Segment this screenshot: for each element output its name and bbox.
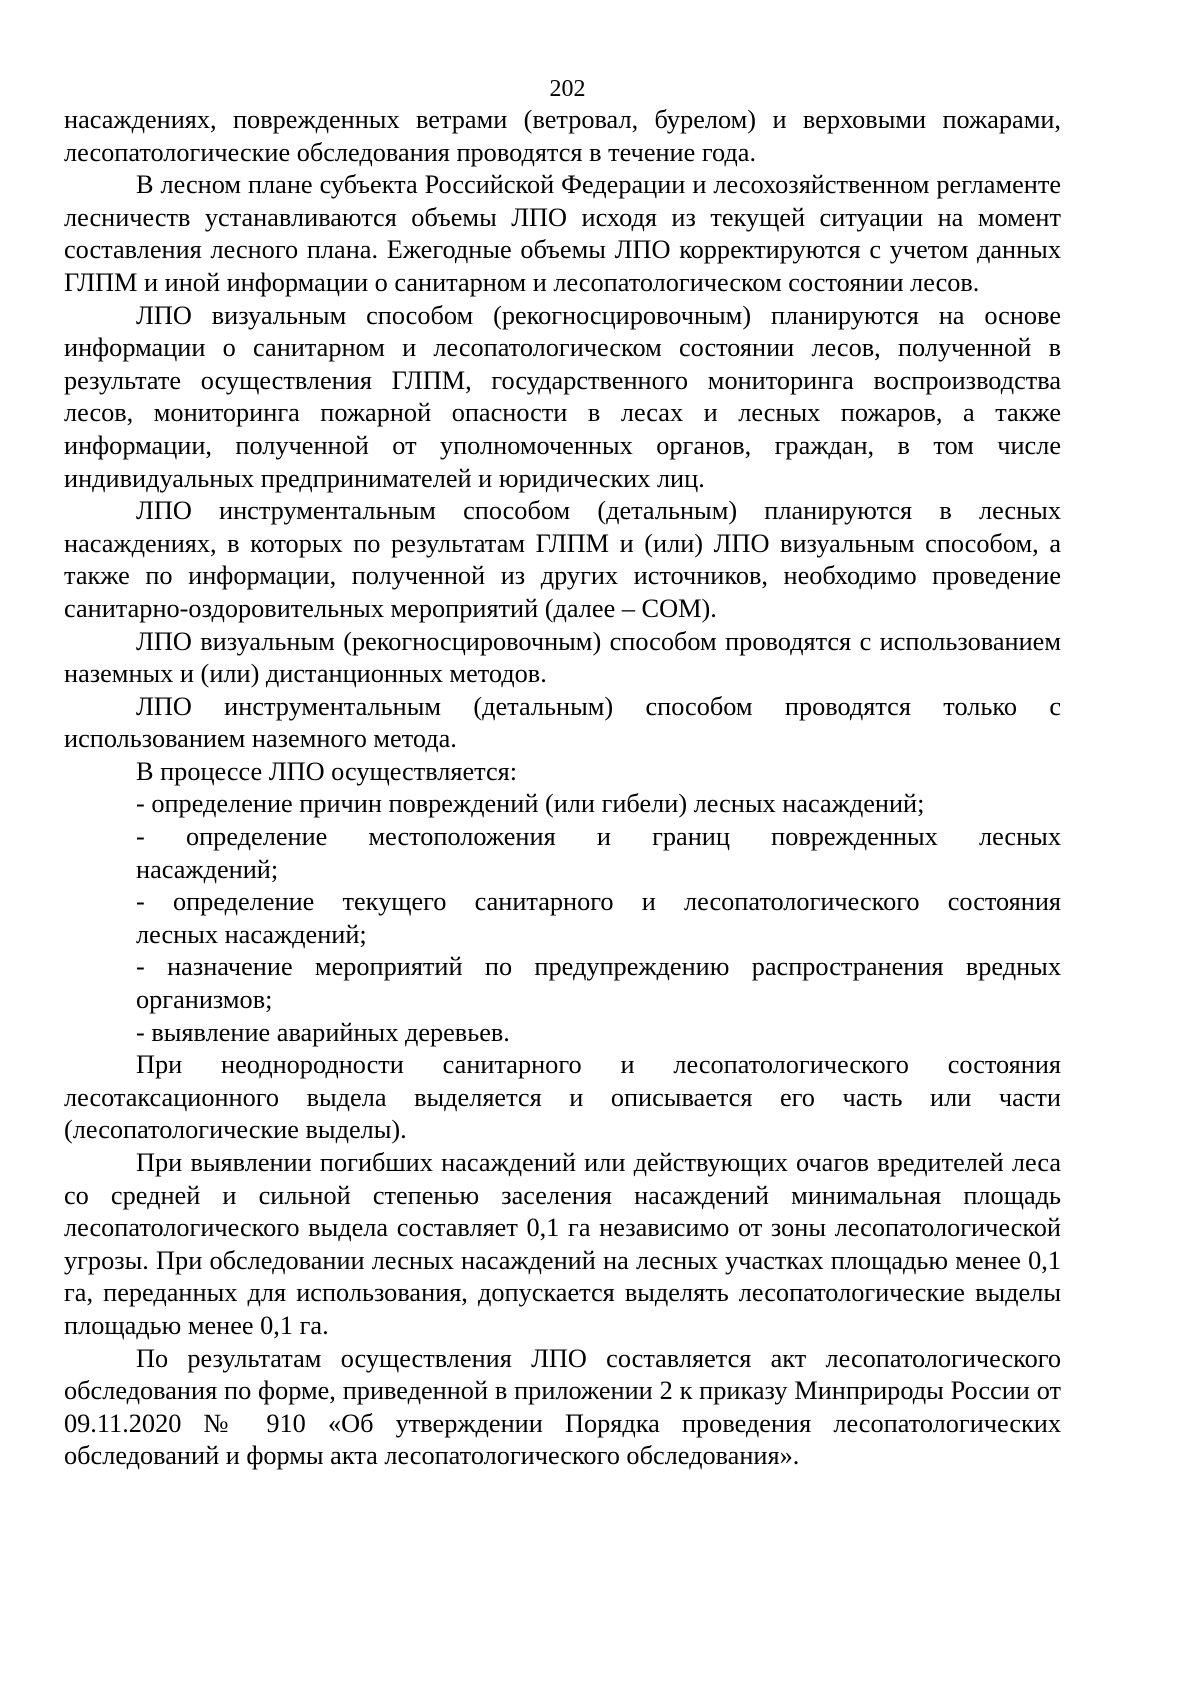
paragraph-forest-plan: В лесном плане субъекта Российской Федерации и лесохозяйственном регламенте лесничеств устанавливаются объемы ЛПО исходя из текущей ситуации на момент составления лесного плана. Ежегодные объемы ЛПО корректируются с учетом данных ГЛПМ и иной информации о санитарном и лесопатологическом состоянии лесов.: [64, 170, 1061, 297]
paragraph-heterogeneity: При неоднородности санитарного и лесопатологического состояния лесотаксационного выдела выделяется и описывается его часть или части (лесопатологические выделы).: [64, 1050, 1061, 1145]
list-item: - выявление аварийных деревьев.: [136, 1017, 510, 1047]
paragraph-minimum-area: При выявлении погибших насаждений или действующих очагов вредителей леса со средней и сильной степенью заселения насаждений минимальная площадь лесопатологического выдела составляет 0,1 га независимо от зоны лесопатологической угрозы. При обследовании лесных насаждений на лесных участках площадью менее 0,1 га, переданных для использования, допускается выделять лесопатологические выделы площадью менее 0,1 га.: [64, 1148, 1061, 1340]
paragraph-instrumental-method-conduct: ЛПО инструментальным (детальным) способом проводятся только с использованием наземного метода.: [64, 691, 1061, 754]
paragraph-visual-method-planning: ЛПО визуальным способом (рекогносцировочным) планируются на основе информации о санитарном и лесопатологическом состоянии лесов, полученной в результате осуществления ГЛПМ, государственного мониторинга воспроизводства лесов, мониторинга пожарной опасности в лесах и лесных пожаров, а также информации, полученной от уполномоченных органов, граждан, в том числе индивидуальных предпринимателей и юридических лиц.: [64, 300, 1061, 493]
paragraph-instrumental-method-planning: ЛПО инструментальным способом (детальным) планируются в лесных насаждениях, в которых по результатам ГЛПМ и (или) ЛПО визуальным способом, а также по информации, полученной из других источников, необходимо проведение санитарно-оздоровительных мероприятий (далее – СОМ).: [64, 496, 1061, 623]
list-item-line: организмов;: [136, 985, 273, 1015]
list-item-line: - определение местоположения и границ поврежденных лесных: [136, 822, 1061, 852]
list-item-line: - определение текущего санитарного и лесопатологического состояния: [136, 887, 1061, 917]
list-item: [136, 821, 1061, 886]
paragraph-act: По результатам осуществления ЛПО составляется акт лесопатологического обследования по форме, приведенной в приложении 2 к приказу Минприроды России от 09.11.2020 № 910 «Об утверждении Порядка проведения лесопатологических обследований и формы акта лесопатологического обследования».: [64, 1343, 1061, 1471]
paragraph-visual-method-conduct: ЛПО визуальным (рекогносцировочным) способом проводятся с использованием наземных и (или) дистанционных методов.: [64, 626, 1061, 689]
process-list: [64, 788, 1061, 1049]
paragraph-continuation: насаждениях, поврежденных ветрами (ветровал, бурелом) и верховыми пожарами, лесопатологические обследования проводятся в течение года.: [64, 105, 1061, 167]
list-item-line: насаждений;: [136, 854, 279, 884]
list-item: [136, 886, 1061, 951]
page-number: 202: [549, 76, 586, 102]
list-item: - определение причин повреждений (или гибели) лесных насаждений;: [136, 789, 925, 819]
paragraph-process-intro: В процессе ЛПО осуществляется:: [136, 756, 518, 786]
list-item-line: - назначение мероприятий по предупреждению распространения вредных: [136, 952, 1061, 982]
list-item-line: лесных насаждений;: [136, 919, 367, 949]
document-body: [64, 104, 1061, 1473]
list-item: [136, 951, 1061, 1016]
